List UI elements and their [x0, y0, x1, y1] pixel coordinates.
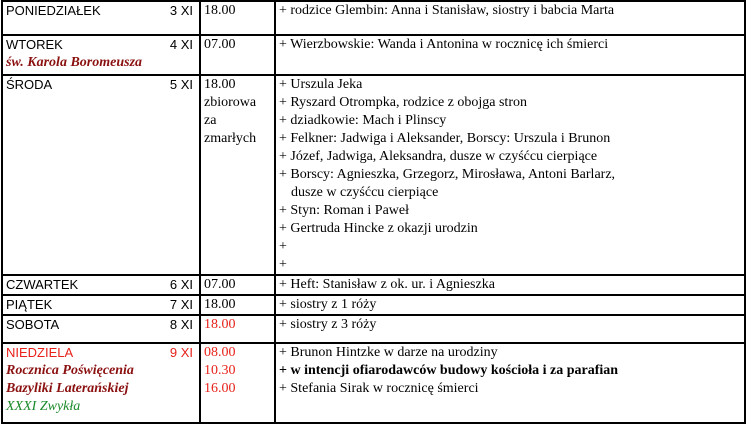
day-name: CZWARTEK	[6, 277, 79, 292]
time-cell	[200, 35, 275, 75]
table-row-thursday	[2, 275, 745, 295]
day-date: 6 XI	[169, 277, 193, 292]
intention-line: + siostry z 1 róży	[279, 297, 377, 312]
intention-line: + Heft: Stanisław z ok. ur. i Agnieszka	[279, 277, 495, 292]
day-name: NIEDZIELA	[6, 345, 74, 360]
intention-line: + Józef, Jadwiga, Aleksandra, dusze w czyśćcu cierpiące	[279, 149, 598, 164]
time-cell	[200, 343, 275, 423]
intentions-cell	[275, 75, 745, 275]
intentions-cell	[275, 275, 745, 295]
feast-name: św. Karola Boromeusza	[6, 55, 143, 70]
intention-line: + rodzice Glembin: Anna i Stanisław, siostry i babcia Marta	[279, 3, 615, 18]
mass-time: 10.30	[204, 363, 236, 378]
day-cell	[2, 295, 200, 315]
day-cell	[2, 315, 200, 343]
day-cell	[2, 1, 200, 35]
table-row-friday	[2, 295, 745, 315]
day-date: 3 XI	[169, 3, 193, 18]
day-cell	[2, 35, 200, 75]
day-date: 8 XI	[169, 317, 193, 332]
intention-line: + siostry z 3 róży	[279, 317, 377, 332]
time-cell	[200, 315, 275, 343]
day-name: PONIEDZIAŁEK	[6, 3, 101, 18]
intention-line: + Gertruda Hincke z okazji urodzin	[279, 221, 478, 236]
intention-line: + Borscy: Agnieszka, Grzegorz, Mirosława, Antoni Barlarz,	[279, 167, 616, 182]
day-date: 5 XI	[169, 77, 193, 92]
table-row-monday	[2, 1, 745, 35]
mass-time: 18.00	[204, 317, 236, 332]
day-name: SOBOTA	[6, 317, 60, 332]
intention-line: + Ryszard Otrompka, rodzice z obojga stron	[279, 95, 527, 110]
day-date: 9 XI	[169, 345, 193, 360]
table-row-tuesday	[2, 35, 745, 75]
mass-time: 07.00	[204, 277, 236, 292]
intentions-cell	[275, 315, 745, 343]
day-date: 7 XI	[169, 297, 193, 312]
feast-name: Rocznica Poświęcenia	[6, 363, 134, 378]
day-date: 4 XI	[169, 37, 193, 52]
intentions-cell	[275, 1, 745, 35]
mass-note: za	[204, 113, 217, 128]
time-cell	[200, 275, 275, 295]
mass-time: 18.00	[204, 77, 236, 92]
day-cell	[2, 75, 200, 275]
intention-line: + Felkner: Jadwiga i Aleksander, Borscy: Urszula i Brunon	[279, 131, 611, 146]
table-row-sunday	[2, 343, 745, 423]
table-row-saturday	[2, 315, 745, 343]
intention-line: + Stefania Sirak w rocznicę śmierci	[279, 381, 479, 396]
intention-line: +	[279, 257, 287, 272]
mass-time: 18.00	[204, 3, 236, 18]
day-cell	[2, 343, 200, 423]
mass-intentions-table	[1, 0, 746, 424]
day-cell	[2, 275, 200, 295]
intention-line: + w intencji ofiarodawców budowy kościoła i za parafian	[279, 363, 619, 378]
mass-time: 08.00	[204, 345, 236, 360]
mass-note: zmarłych	[204, 131, 257, 146]
intention-line: + Brunon Hintzke w darze na urodziny	[279, 345, 498, 360]
time-cell	[200, 75, 275, 275]
mass-note: zbiorowa	[204, 95, 257, 110]
liturgical-week: XXXI Zwykła	[6, 399, 81, 414]
day-name: ŚRODA	[6, 77, 53, 92]
time-cell	[200, 295, 275, 315]
day-name: WTOREK	[6, 37, 63, 52]
day-name: PIĄTEK	[6, 297, 53, 312]
intention-line: + Wierzbowskie: Wanda i Antonina w rocznicę ich śmierci	[279, 37, 609, 52]
table-row-wednesday	[2, 75, 745, 275]
mass-time: 18.00	[204, 297, 236, 312]
mass-time: 07.00	[204, 37, 236, 52]
feast-name: Bazyliki Laterańskiej	[6, 381, 129, 396]
intentions-cell	[275, 343, 745, 423]
intention-line: + dziadkowie: Mach i Plinscy	[279, 113, 447, 128]
intention-line: +	[279, 239, 287, 254]
time-cell	[200, 1, 275, 35]
intention-line: + Styn: Roman i Paweł	[279, 203, 410, 218]
intention-line: + Urszula Jeka	[279, 77, 363, 92]
intentions-cell	[275, 35, 745, 75]
mass-time: 16.00	[204, 381, 236, 396]
intention-continuation: dusze w czyśćcu cierpiące	[291, 185, 439, 200]
intentions-cell	[275, 295, 745, 315]
